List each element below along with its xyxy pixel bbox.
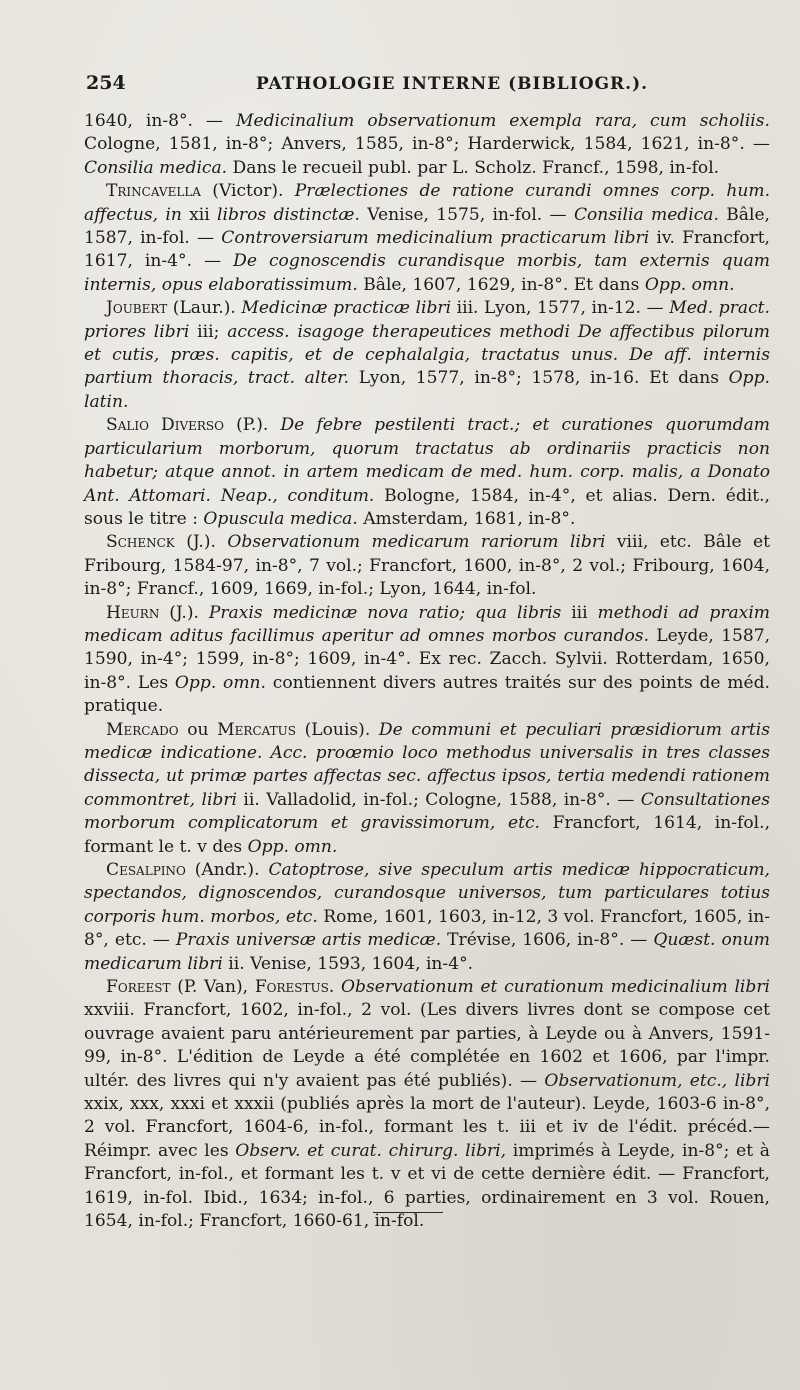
- entry-text: iii. Lyon, 1577, in-12. —: [451, 298, 670, 319]
- entry-text: (Laur.).: [167, 298, 242, 319]
- entry-title-italic: Opp. omn.: [644, 274, 735, 295]
- bibliography-entry: [84, 297, 770, 414]
- entry-text: Cologne, 1581, in-8°; Anvers, 1585, in-8°; Harderwick, 1584, 1621, in-8°. —: [84, 134, 770, 155]
- entry-title-italic: Opp. latin.: [84, 368, 770, 412]
- entry-author-name: Schenck: [106, 532, 175, 553]
- entry-title-italic: Consilia medica.: [84, 157, 228, 178]
- entry-title-italic: Med. pract. priores libri: [84, 298, 770, 342]
- bibliography-entry: [84, 602, 770, 719]
- entry-text: ii. Valladolid, in-fol.; Cologne, 1588, in-8°. —: [237, 789, 641, 810]
- entry-text: Trévise, 1606, in-8°. —: [441, 930, 654, 951]
- entry-author-name: Trincavella: [106, 181, 201, 202]
- entry-title-italic: Consilia medica.: [573, 204, 719, 225]
- entry-author-name: Forestus: [254, 977, 329, 998]
- entry-text: iv. Francfort, 1617, in-4°. —: [84, 228, 770, 272]
- entry-title-italic: Medicinæ practicæ libri: [241, 298, 452, 319]
- bibliography-text: [84, 110, 770, 1234]
- entry-text: Bâle, 1587, in-fol. —: [84, 204, 770, 249]
- entry-text: Lyon, 1577, in-8°; 1578, in-16. Et dans: [349, 368, 729, 389]
- entry-title-italic: Opuscula medica.: [203, 508, 358, 529]
- entry-text: xxviii. Francfort, 1602, in-fol., 2 vol. (Les divers livres dont se compose cet ouvrage avaient paru antérieurement par parties, à Leyde ou à Anvers, 1591-99, in-8°. L'édition de Leyde a été complétée en 1602 et 1606, par l'impr. ultér. des livres qui n'y avaient pas été publiés). —: [84, 1000, 770, 1091]
- entry-text: ii. Venise, 1593, 1604, in-4°.: [222, 953, 474, 974]
- entry-author-name: Joubert: [106, 298, 168, 319]
- entry-text: .: [328, 977, 342, 998]
- entry-text: 1640, in-8°. —: [84, 111, 236, 131]
- entry-text: (Victor).: [200, 181, 295, 202]
- entry-author-name: Salio Diverso: [106, 415, 224, 436]
- entry-text: Francfort, 1614, in-fol., formant le t. v des: [84, 813, 770, 857]
- entry-text: imprimés à Leyde, in-8°; et à Francfort, in-fol., et formant les t. v et vi de cette dernière édit. — Francfort, 1619, in-fol. Ibid., 1634; in-fol., 6 parties, ordinairement en 3 vol. Rouen, 1654, in-fol.; Francfort, 1660-61, in-fol.: [84, 1140, 770, 1232]
- bibliography-entry: [84, 531, 770, 601]
- entry-text: Amsterdam, 1681, in-8°.: [357, 508, 576, 529]
- bibliography-entry: [84, 180, 770, 297]
- entry-text: contiennent divers autres traités sur des points de méd. pratique.: [84, 672, 770, 717]
- bibliography-entry: [84, 719, 770, 859]
- entry-author-name: Mercado: [106, 719, 179, 740]
- entry-title-italic: Consultationes morborum complicatorum et gravissimorum, etc.: [84, 789, 770, 834]
- entry-text: viii, etc. Bâle et Fribourg, 1584-97, in-8°, 7 vol.; Francfort, 1600, in-8°, 2 vol.; Fribourg, 1604, in-8°; Francf., 1609, 1669, in-fol.; Lyon, 1644, in-fol.: [84, 532, 770, 600]
- entry-text: Rome, 1601, 1603, in-12, 3 vol. Francfort, 1605, in-8°, etc. —: [84, 906, 770, 951]
- bibliography-entry: [84, 414, 770, 531]
- entry-title-italic: Catoptrose, sive speculum artis medicæ hippocraticum, spectandos, dignoscendos, curandosque universos, tum particulares totius corporis hum. morbos, etc.: [84, 860, 770, 927]
- page-header: [86, 72, 746, 102]
- entry-title-italic: Observ. et curat. chirurg. libri,: [235, 1140, 507, 1161]
- entry-text: Bâle, 1607, 1629, in-8°. Et dans: [357, 274, 645, 295]
- entry-text: Venise, 1575, in-fol. —: [359, 204, 574, 225]
- entry-title-italic: De communi et peculiari præsidiorum artis medicæ indicatione. Acc. proœmio loco methodus universalis in tres classes dissecta, ut primæ partes affectas sec. affectus ipsos, tertia medendi rationem commontret, libri: [84, 719, 771, 810]
- entry-text: (Andr.).: [185, 860, 269, 880]
- entry-title-italic: Praxis universæ artis medicæ.: [175, 930, 442, 951]
- entry-text: Bologne, 1584, in-4°, et alias. Dern. édit., sous le titre :: [84, 485, 770, 529]
- entry-title-italic: Observationum, etc., libri: [544, 1070, 770, 1091]
- entry-title-italic: Observationum et curationum medicinalium libri: [341, 977, 770, 998]
- entry-text: (J.).: [159, 602, 209, 623]
- entry-title-italic: Praxis medicinæ nova ratio; qua libris: [208, 602, 562, 623]
- entry-text: xii: [181, 204, 218, 225]
- entry-text: (P.).: [224, 415, 281, 436]
- entry-text: ou: [178, 719, 218, 740]
- closing-rule: [373, 1212, 443, 1213]
- entry-title-italic: Observationum medicarum rariorum libri: [227, 532, 606, 553]
- bibliography-entry: [84, 976, 770, 1233]
- entry-text: Dans le recueil publ. par L. Scholz. Francf., 1598, in-fol.: [227, 157, 720, 178]
- entry-title-italic: libros distinctæ.: [217, 204, 360, 225]
- entry-text: xxix, xxx, xxxi et xxxii (publiés après la mort de l'auteur). Leyde, 1603-6 in-8°, 2 vol. Francfort, 1604-6, in-fol., formant les t. iii et iv de l'édit. précéd.— Réimpr. avec les: [84, 1094, 770, 1161]
- entry-title-italic: Prælectiones de ratione curandi omnes corp. hum. affectus, in: [84, 181, 770, 225]
- entry-text: (P. Van),: [170, 977, 255, 998]
- entry-text: (J.).: [174, 532, 228, 553]
- page-number: 254: [86, 72, 126, 94]
- entry-title-italic: Opp. omn.: [174, 672, 266, 693]
- entry-text: Leyde, 1587, 1590, in-4°; 1599, in-8°; 1609, in-4°. Ex rec. Zacch. Sylvii. Rotterdam, 1650, in-8°. Les: [84, 625, 771, 693]
- entry-text: iii;: [189, 321, 228, 342]
- entry-text: (Louis).: [296, 719, 379, 740]
- entry-title-italic: De cognoscendis curandisque morbis, tam externis quam internis, opus elaboratissimum.: [84, 251, 770, 295]
- running-head: PATHOLOGIE INTERNE (BIBLIOGR.).: [256, 74, 649, 94]
- entry-title-italic: access. isagoge therapeutices methodi De affectibus pilorum et cutis, præs. capitis, et de cephalalgia, tractatus unus. De aff. internis partium thoracis, tract. alter.: [84, 321, 771, 389]
- entry-author-name: Cesalpino: [106, 860, 186, 880]
- entry-title-italic: De febre pestilenti tract.; et curationes quorumdam particularium morborum, quorum tractatus ab ordinariis practicis non habetur; atque annot. in artem medicam de med. hum. corp. malis, a Donato Ant. Attomari. Neap., conditum.: [84, 415, 770, 506]
- bibliography-entry: [84, 859, 770, 976]
- entry-author-name: Heurn: [106, 602, 160, 623]
- entry-author-name: Mercatus: [217, 719, 296, 740]
- entry-title-italic: Medicinalium observationum exempla rara, cum scholiis.: [235, 111, 770, 131]
- entry-text: iii: [561, 602, 598, 623]
- entry-title-italic: methodi ad praxim medicam aditus facillimus aperitur ad omnes morbos curandos.: [84, 602, 770, 646]
- entry-author-name: Foreest: [106, 977, 171, 998]
- entry-title-italic: Opp. omn.: [247, 836, 338, 857]
- entry-title-italic: Controversiarum medicinalium practicarum libri: [221, 228, 650, 249]
- bibliography-entry: [84, 110, 770, 180]
- entry-title-italic: Quæst. onum medicarum libri: [84, 930, 770, 974]
